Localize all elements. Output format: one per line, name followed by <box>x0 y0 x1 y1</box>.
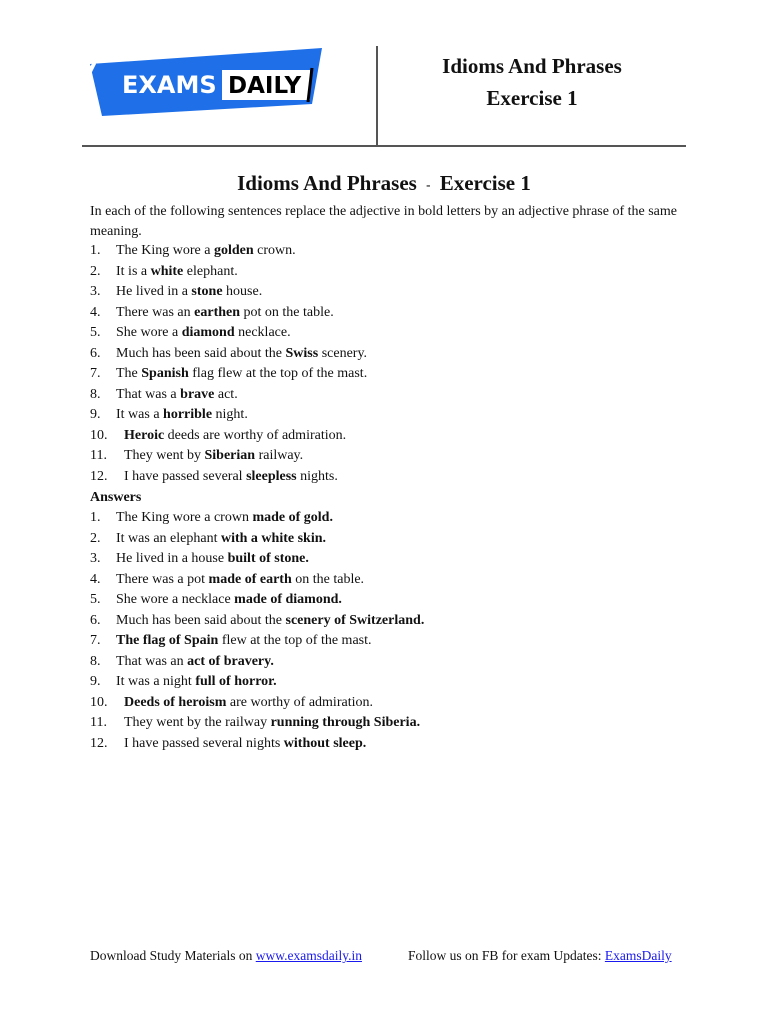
answer-item-text-end: on the table. <box>291 571 365 587</box>
answer-item-bold-phrase: The flag of Spain <box>116 633 219 648</box>
footer-right-text: Follow us on FB for exam Updates: <box>408 948 605 963</box>
question-item-text: There was an <box>116 304 195 320</box>
answer-item-number: 4. <box>90 571 101 587</box>
answer-item <box>90 693 690 714</box>
question-item-text-end: pot on the table. <box>240 304 334 320</box>
answer-item-number: 10. <box>90 694 108 710</box>
question-item-text-end: scenery. <box>318 345 368 361</box>
answer-item-text: Much has been said about the <box>116 612 286 628</box>
question-item-text: I have passed several <box>124 468 247 484</box>
answer-item-number: 3. <box>90 551 101 566</box>
answer-item-bold-phrase: made of earth <box>208 571 292 587</box>
question-item-number: 8. <box>90 386 101 402</box>
answer-item <box>90 611 690 632</box>
answer-item-text: It was an elephant <box>116 530 221 546</box>
question-item <box>90 426 690 447</box>
question-item-text: They went by <box>124 448 205 463</box>
question-item-text: The King wore a <box>116 243 214 258</box>
document-title <box>0 171 768 196</box>
answer-item-number: 6. <box>90 612 101 628</box>
answer-item-text-end: flew at the top of the mast. <box>218 633 372 648</box>
header-title-line2: Exercise 1 <box>486 86 578 110</box>
question-item-text-end: elephant. <box>183 263 238 279</box>
answer-item-text: I have passed several nights <box>124 735 284 751</box>
question-item-bold-phrase: sleepless <box>246 468 297 484</box>
answer-item <box>90 713 690 734</box>
question-item-bold-phrase: Spanish <box>141 366 189 381</box>
answer-item-bold-phrase: running through Siberia. <box>270 715 421 730</box>
answer-item-text-end: are worthy of admiration. <box>226 694 373 710</box>
footer-facebook-link[interactable]: ExamsDaily <box>604 948 672 963</box>
question-item-text: That was a <box>116 386 181 402</box>
question-item-bold-phrase: golden <box>213 243 254 258</box>
question-item-bold-phrase: white <box>150 263 184 279</box>
answer-item <box>90 631 690 652</box>
question-item <box>90 364 690 385</box>
footer-left-text: Download Study Materials on <box>90 948 256 963</box>
question-item-text: It was a <box>116 407 164 422</box>
question-item-text-end: night. <box>212 407 248 422</box>
answer-item-bold-phrase: full of horror. <box>195 674 277 689</box>
question-item-bold-phrase: Siberian <box>204 448 256 463</box>
answers-list <box>90 508 690 754</box>
question-item-number: 9. <box>90 407 101 422</box>
page-footer <box>90 946 690 966</box>
page-header <box>0 0 768 150</box>
answer-item-bold-phrase: Deeds of heroism <box>124 694 227 710</box>
answer-item-number: 8. <box>90 653 101 669</box>
answer-item-number: 12. <box>90 735 108 751</box>
question-item-number: 11. <box>90 448 107 463</box>
question-item <box>90 344 690 365</box>
question-item-text-end: house. <box>222 284 263 299</box>
document-title-part2: Exercise 1 <box>439 171 531 195</box>
answer-item-text: He lived in a house <box>116 551 228 566</box>
question-item-bold-phrase: brave <box>180 386 215 402</box>
question-item-text-end: flag flew at the top of the mast. <box>188 366 368 381</box>
answer-item-bold-phrase: made of gold. <box>252 510 333 525</box>
question-item-text-end: nights. <box>296 468 338 484</box>
question-item-number: 12. <box>90 468 108 484</box>
question-item-number: 10. <box>90 427 108 443</box>
answer-item-text: She wore a necklace <box>116 592 235 607</box>
question-item <box>90 467 690 488</box>
question-item-number: 3. <box>90 284 101 299</box>
question-item <box>90 385 690 406</box>
header-vertical-divider <box>376 46 378 146</box>
questions-list <box>90 241 690 487</box>
answer-item-bold-phrase: built of stone. <box>227 551 309 566</box>
question-item <box>90 323 690 344</box>
document-title-dash: - <box>426 177 431 193</box>
answer-item-number: 1. <box>90 510 101 525</box>
question-item-bold-phrase: earthen <box>194 304 241 320</box>
answer-item <box>90 570 690 591</box>
question-item-text-end: crown. <box>253 243 296 258</box>
question-item-number: 4. <box>90 304 101 320</box>
answer-item <box>90 549 690 570</box>
answer-item-number: 11. <box>90 715 107 730</box>
logo-word-exams: EXAMS <box>122 71 217 99</box>
header-title-line1: Idioms And Phrases <box>442 54 622 78</box>
answer-item-bold-phrase: act of bravery. <box>187 653 274 669</box>
question-item-number: 7. <box>90 366 101 381</box>
question-item-bold-phrase: diamond <box>181 325 235 340</box>
answer-item-text: There was a pot <box>116 571 209 587</box>
logo-word-daily: DAILY <box>228 73 302 99</box>
question-item-number: 6. <box>90 345 101 361</box>
question-item-bold-phrase: Heroic <box>124 427 165 443</box>
question-item <box>90 282 690 303</box>
question-item-text: She wore a <box>116 325 182 340</box>
answer-item-number: 5. <box>90 592 101 607</box>
answer-item-bold-phrase: made of diamond. <box>234 592 342 607</box>
question-item-text: It is a <box>116 263 151 279</box>
answer-item-text: The King wore a crown <box>116 510 253 525</box>
instruction-text: In each of the following sentences replace the adjective in bold letters by an adjective phrase of the same meaning. <box>90 204 677 239</box>
question-item-number: 1. <box>90 243 101 258</box>
answer-item <box>90 529 690 550</box>
answer-item-number: 9. <box>90 674 101 689</box>
answer-item <box>90 590 690 611</box>
question-item <box>90 241 690 262</box>
exams-daily-logo <box>86 46 330 118</box>
question-item-text-end: railway. <box>255 448 304 463</box>
answer-item-text: They went by the railway <box>124 715 271 730</box>
answer-item <box>90 734 690 755</box>
question-item <box>90 405 690 426</box>
question-item-bold-phrase: horrible <box>163 407 213 422</box>
answer-item-bold-phrase: with a white skin. <box>220 530 326 546</box>
answer-item-number: 7. <box>90 633 101 648</box>
answer-item-bold-phrase: without sleep. <box>283 735 367 751</box>
question-item <box>90 262 690 283</box>
question-item-text: Much has been said about the <box>116 345 286 361</box>
footer-website-link[interactable]: www.examsdaily.in <box>255 948 362 963</box>
answer-item-number: 2. <box>90 530 101 546</box>
question-item-number: 2. <box>90 263 101 279</box>
header-horizontal-divider <box>82 145 686 147</box>
answers-heading: Answers <box>90 490 142 505</box>
question-item <box>90 303 690 324</box>
document-title-part1: Idioms And Phrases <box>237 171 417 195</box>
answer-item <box>90 508 690 529</box>
question-item-text-end: deeds are worthy of admiration. <box>164 427 347 443</box>
answer-item <box>90 652 690 673</box>
question-item <box>90 446 690 467</box>
answer-item-bold-phrase: scenery of Switzerland. <box>285 612 425 628</box>
question-item-bold-phrase: stone <box>191 284 223 299</box>
question-item-text: He lived in a <box>116 284 192 299</box>
answer-item-text: It was a night <box>116 674 196 689</box>
answer-item-text: That was an <box>116 653 188 669</box>
question-item-number: 5. <box>90 325 101 340</box>
footer-right <box>408 946 672 966</box>
question-item-text-end: act. <box>214 386 238 402</box>
header-title <box>400 50 664 114</box>
question-item-text-end: necklace. <box>234 325 291 340</box>
question-item-bold-phrase: Swiss <box>285 345 319 361</box>
answer-item <box>90 672 690 693</box>
question-item-text: The <box>116 366 142 381</box>
